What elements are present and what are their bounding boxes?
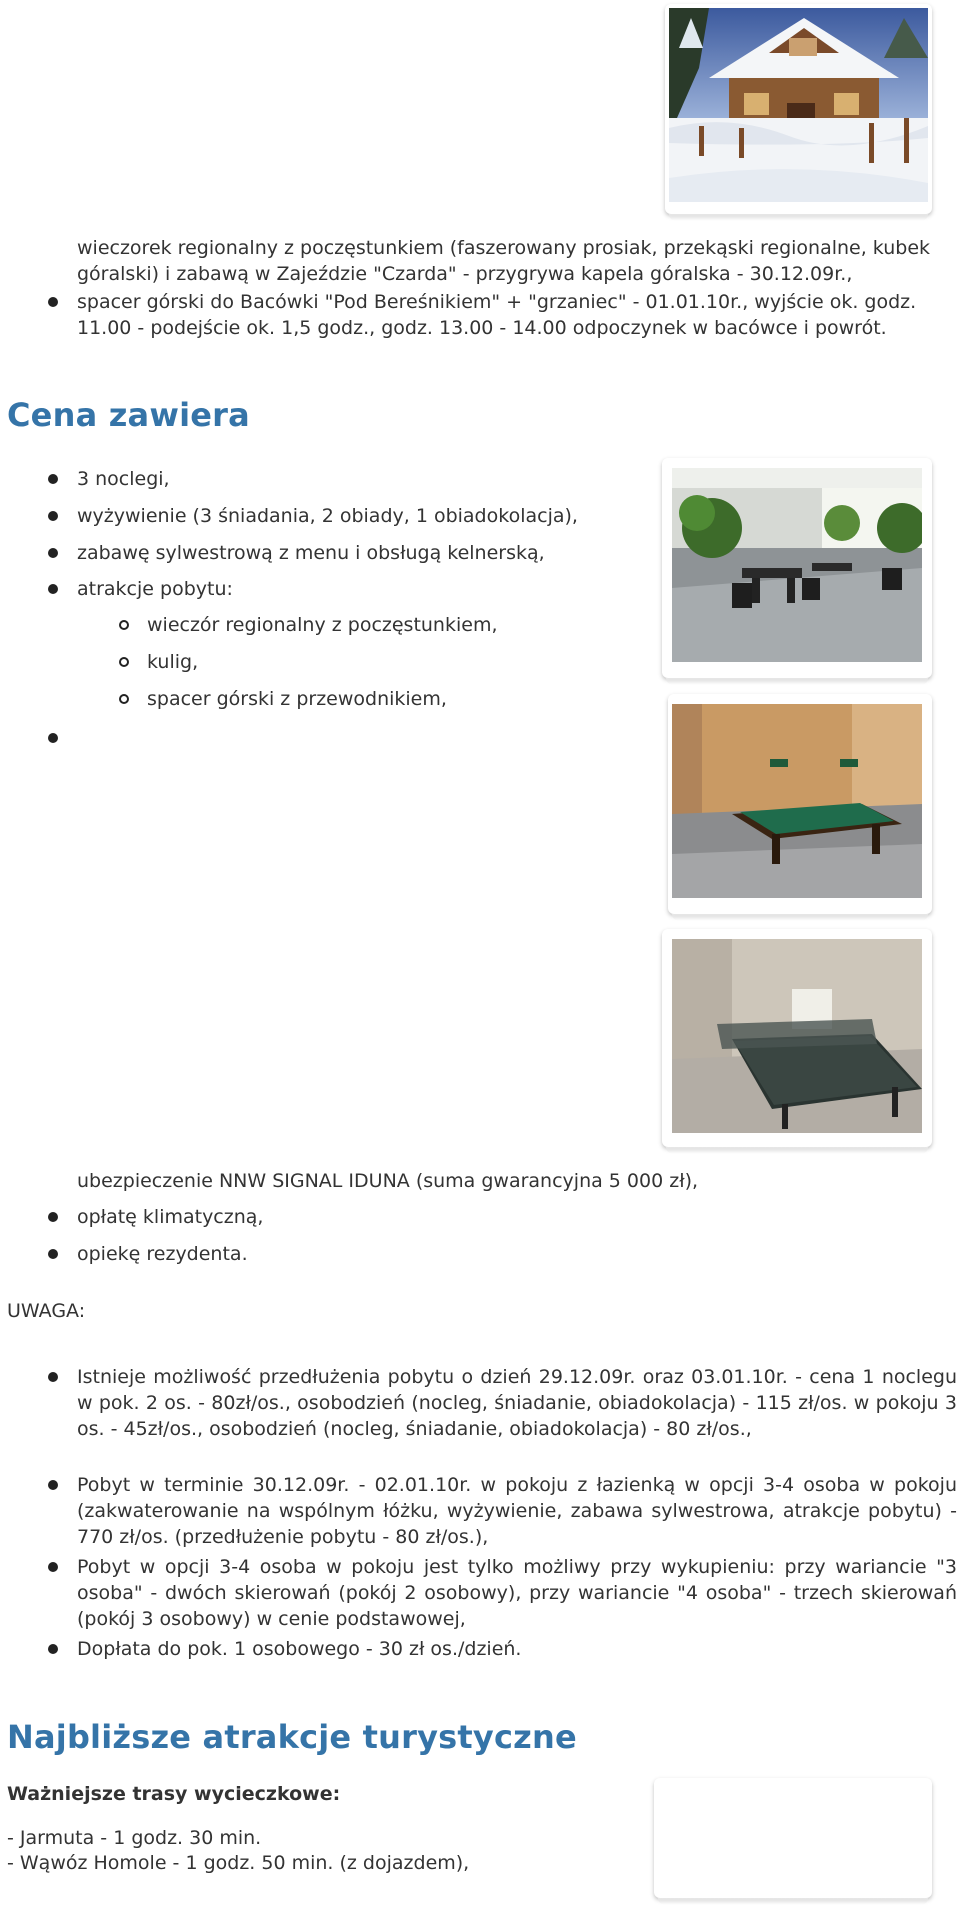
photo-frame-hall bbox=[662, 458, 932, 678]
intro-bullet bbox=[48, 297, 58, 307]
photo-hall bbox=[672, 468, 922, 662]
cena-bullet-4 bbox=[48, 584, 58, 594]
heading-najblizsze-atrakcje: Najbliższe atrakcje turystyczne bbox=[7, 1718, 577, 1756]
sub-bullet-3 bbox=[119, 694, 129, 704]
cena-bullet-6 bbox=[48, 1212, 58, 1222]
uwaga-bullet-2 bbox=[48, 1480, 58, 1490]
cena-bullet-3 bbox=[48, 548, 58, 558]
photo-winter-house bbox=[669, 8, 928, 202]
uwaga-bullet-3 bbox=[48, 1562, 58, 1572]
cena-subitem-1: wieczór regionalny z poczęstunkiem, bbox=[147, 614, 498, 636]
uwaga-bullet-4 bbox=[48, 1644, 58, 1654]
cena-item-7: opiekę rezydenta. bbox=[77, 1243, 248, 1265]
intro-line-4: 11.00 - podejście ok. 1,5 godz., godz. 13.00 - 14.00 odpoczynek w bacówce i powrót. bbox=[77, 317, 887, 339]
photo-frame-billiards bbox=[668, 694, 932, 914]
uwaga-bullet-1 bbox=[48, 1372, 58, 1382]
cena-item-2: wyżywienie (3 śniadania, 2 obiady, 1 obiadokolacja), bbox=[77, 505, 578, 527]
subheading-trasy: Ważniejsze trasy wycieczkowe: bbox=[7, 1783, 341, 1805]
photo-frame-bottom bbox=[654, 1778, 932, 1898]
cena-bullet-1 bbox=[48, 474, 58, 484]
photo-billiards bbox=[672, 704, 922, 898]
photo-frame-winter-house bbox=[665, 4, 932, 214]
cena-item-5: ubezpieczenie NNW SIGNAL IDUNA (suma gwarancyjna 5 000 zł), bbox=[77, 1170, 699, 1192]
intro-line-3: spacer górski do Bacówki "Pod Bereśnikiem" + "grzaniec" - 01.01.10r., wyjście ok. godz. bbox=[77, 291, 917, 313]
sub-bullet-1 bbox=[119, 620, 129, 630]
cena-subitem-2: kulig, bbox=[147, 651, 199, 673]
cena-item-1: 3 noclegi, bbox=[77, 468, 170, 490]
cena-item-3: zabawę sylwestrową z menu i obsługą kelnerską, bbox=[77, 542, 545, 564]
uwaga-item-2: Pobyt w terminie 30.12.09r. - 02.01.10r. w pokoju z łazienką w opcji 3-4 osoba w pokoju (zakwaterowanie na wspólnym łóżku, wyżywienie, zabawa sylwestrowa, atrakcje pobytu) - 770 zł/os. (przedłużenie pobytu - 80 zł/os.), bbox=[77, 1474, 957, 1548]
cena-item-6: opłatę klimatyczną, bbox=[77, 1206, 264, 1228]
intro-line-2: góralski) i zabawą w Zajeździe "Czarda" - przygrywa kapela góralska - 30.12.09r., bbox=[77, 263, 853, 285]
route-2: - Wąwóz Homole - 1 godz. 50 min. (z dojazdem), bbox=[7, 1852, 470, 1874]
cena-subitem-3: spacer górski z przewodnikiem, bbox=[147, 688, 447, 710]
cena-item-4: atrakcje pobytu: bbox=[77, 578, 233, 600]
photo-frame-ping-pong bbox=[662, 929, 932, 1147]
cena-bullet-2 bbox=[48, 511, 58, 521]
uwaga-item-3: Pobyt w opcji 3-4 osoba w pokoju jest tylko możliwy przy wykupieniu: przy wariancie "3 osoba" - dwóch skierowań (pokój 2 osobowy), przy wariancie "4 osoba" - trzech skierowań (pokój 3 osobowy) w cenie podstawowej, bbox=[77, 1556, 957, 1630]
route-1: - Jarmuta - 1 godz. 30 min. bbox=[7, 1827, 262, 1849]
uwaga-label: UWAGA: bbox=[7, 1300, 86, 1322]
cena-bullet-5 bbox=[48, 733, 58, 743]
heading-cena-zawiera: Cena zawiera bbox=[7, 396, 250, 434]
intro-line-1: wieczorek regionalny z poczęstunkiem (faszerowany prosiak, przekąski regionalne, kubek bbox=[77, 237, 931, 259]
sub-bullet-2 bbox=[119, 657, 129, 667]
cena-bullet-7 bbox=[48, 1249, 58, 1259]
photo-ping-pong bbox=[672, 939, 922, 1133]
uwaga-item-4: Dopłata do pok. 1 osobowego - 30 zł os./dzień. bbox=[77, 1638, 522, 1660]
uwaga-item-1: Istnieje możliwość przedłużenia pobytu o dzień 29.12.09r. oraz 03.01.10r. - cena 1 noclegu w pok. 2 os. - 80zł/os., osobodzień (nocleg, śniadanie, obiadokolacja) - 115 zł/os. w pokoju 3 os. - 45zł/os., osobodzień (nocleg, śniadanie, obiadokolacja) - 80 zł/os., bbox=[77, 1366, 957, 1440]
